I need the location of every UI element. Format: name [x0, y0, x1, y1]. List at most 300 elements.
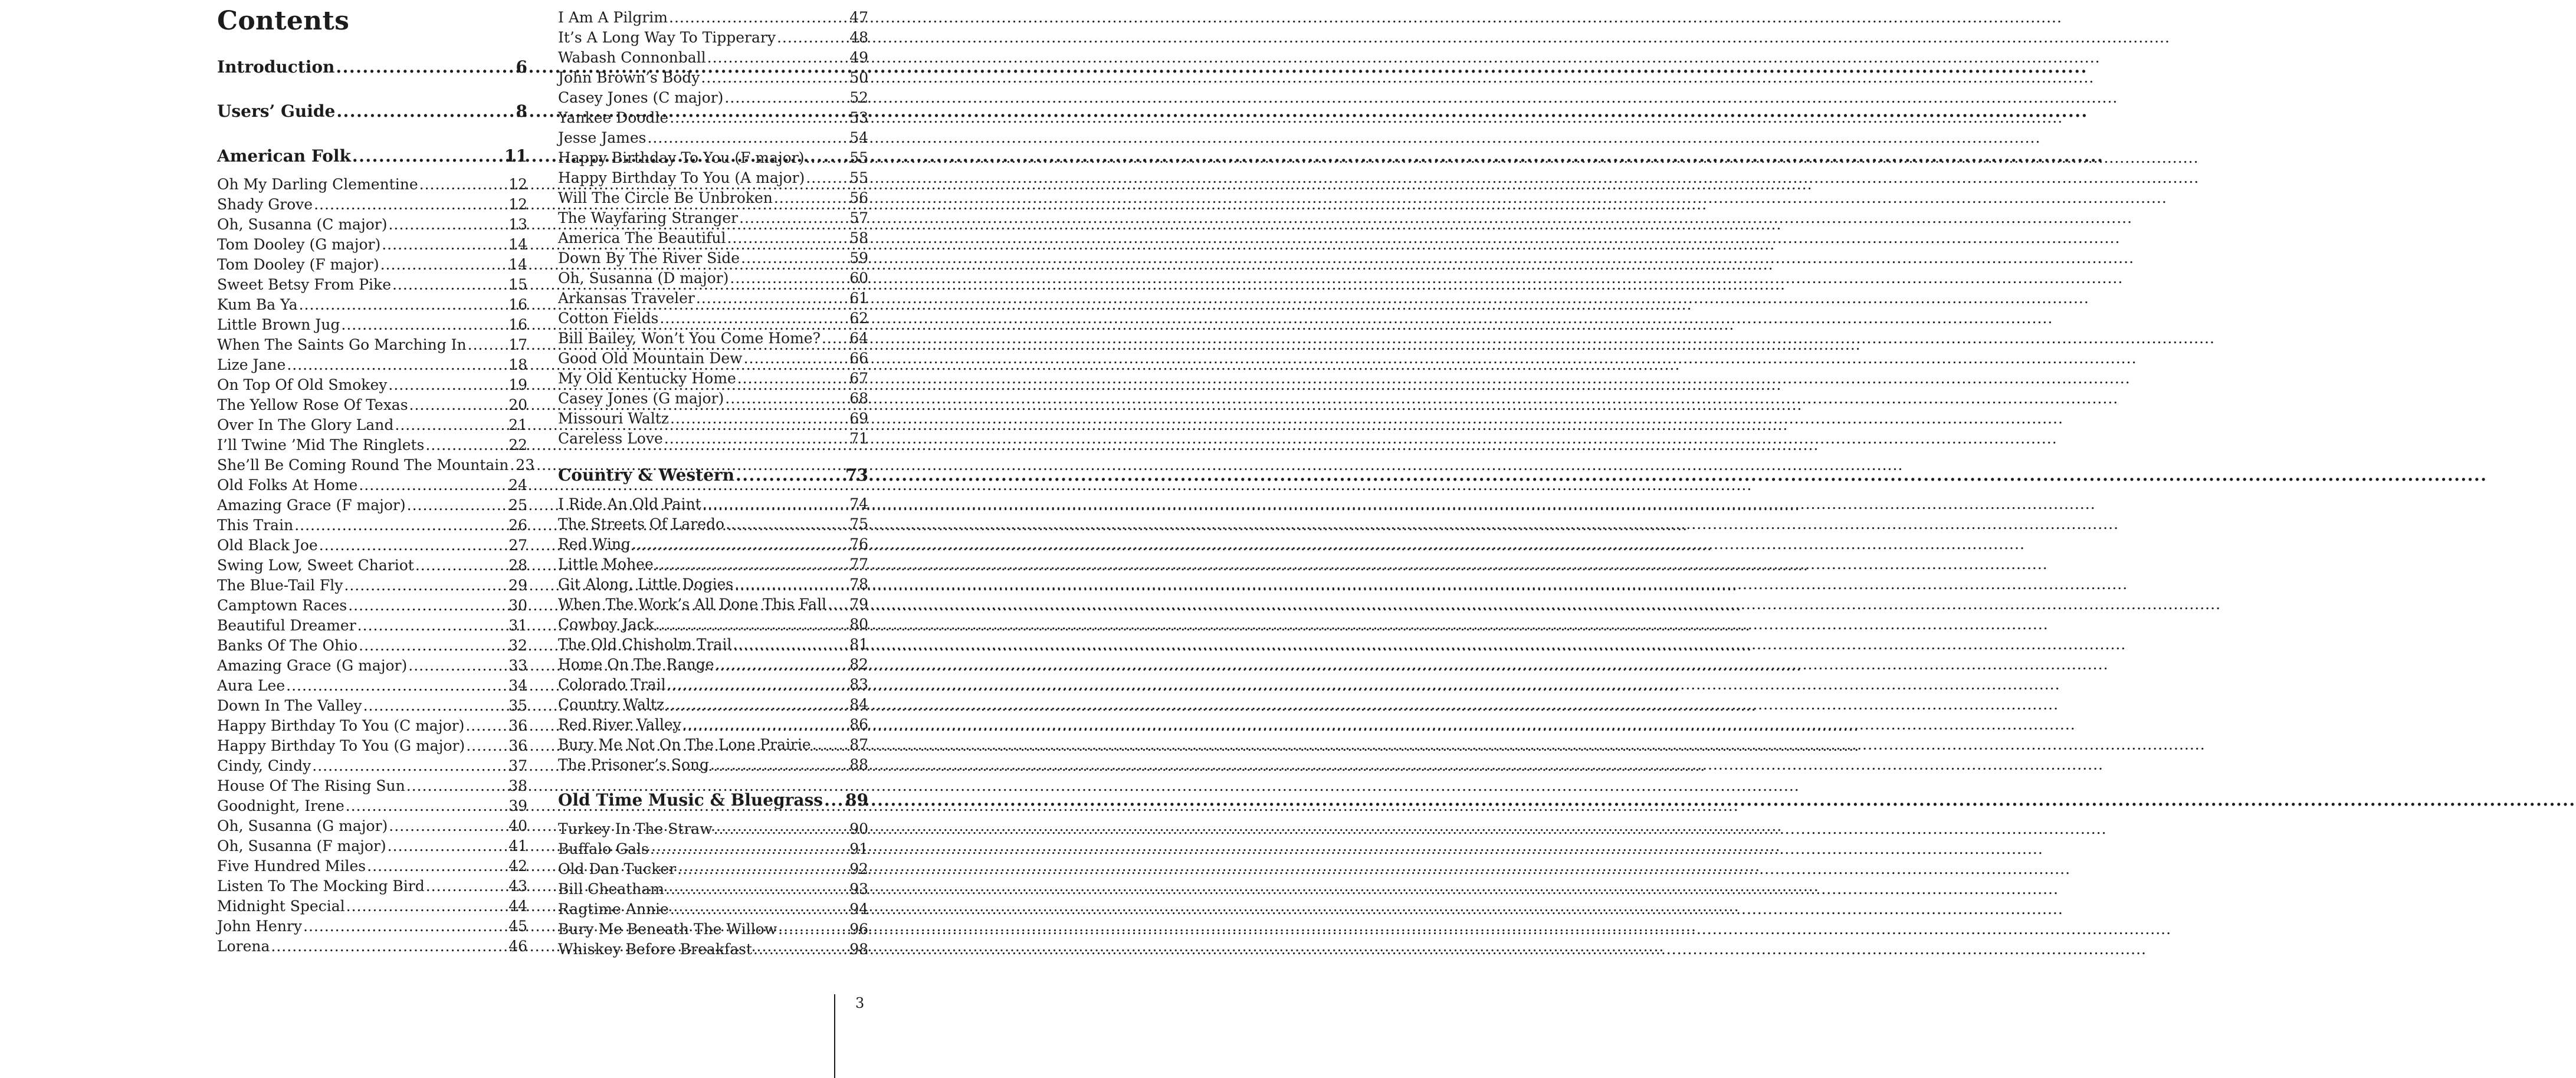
toc-entry[interactable] [217, 916, 527, 936]
entry-page-number: 90 [849, 820, 868, 837]
entry-title: The Streets Of Laredo [558, 515, 725, 533]
entry-title: Sweet Betsy From Pike [217, 276, 391, 293]
toc-entry[interactable] [558, 188, 868, 208]
entry-title: Little Brown Jug [217, 316, 340, 333]
dot-leader [707, 48, 849, 68]
entry-title: Ragtime Annie [558, 900, 669, 918]
toc-entry[interactable] [558, 655, 868, 675]
toc-entry[interactable] [217, 836, 527, 856]
dot-leader [734, 574, 848, 594]
entry-page-number: 31 [508, 617, 527, 634]
entry-page-number: 55 [849, 149, 868, 166]
toc-entry[interactable] [558, 859, 868, 879]
dot-leader [344, 576, 507, 596]
toc-section-users-guide[interactable] [217, 100, 527, 123]
toc-entry[interactable] [558, 514, 868, 534]
entry-page-number: 64 [849, 330, 868, 347]
toc-entry[interactable] [217, 656, 527, 676]
dot-leader [348, 596, 507, 616]
entry-page-number: 39 [508, 797, 527, 814]
dot-leader [336, 55, 514, 79]
entry-page-number: 88 [849, 756, 868, 773]
entry-title: Country Waltz [558, 696, 665, 713]
toc-entry[interactable] [217, 355, 527, 375]
toc-entry[interactable] [217, 515, 527, 535]
entry-page-number: 68 [849, 390, 868, 407]
entry-title: Missouri Waltz [558, 410, 669, 427]
toc-entry[interactable] [217, 596, 527, 616]
toc-entry[interactable] [558, 594, 868, 614]
entry-title: Lorena [217, 938, 270, 955]
entry-title: Yankee Doodle [558, 109, 669, 126]
entry-page-number: 20 [508, 396, 527, 413]
dot-leader [319, 535, 508, 556]
toc-entry[interactable] [217, 556, 527, 576]
entry-title: It’s A Long Way To Tipperary [558, 29, 776, 46]
entry-title: Git Along, Little Dogies [558, 576, 734, 593]
entry-title: I Ride An Old Paint [558, 495, 701, 512]
toc-entry[interactable] [217, 215, 527, 235]
entry-page-number: 36 [508, 737, 527, 754]
dot-leader [367, 856, 507, 876]
entry-page-number: 38 [508, 777, 527, 794]
toc-entry[interactable] [558, 328, 868, 349]
entry-page-number: 48 [849, 29, 868, 46]
toc-entry[interactable] [217, 716, 527, 736]
section-title: Country & Western [558, 465, 735, 485]
dot-leader [303, 916, 507, 936]
toc-entry[interactable] [217, 475, 527, 495]
dot-leader [727, 228, 848, 248]
entry-page-number: 75 [849, 515, 868, 533]
toc-entry[interactable] [217, 676, 527, 696]
entry-page-number: 42 [508, 857, 527, 875]
dot-leader [346, 796, 507, 816]
dot-leader [389, 816, 507, 836]
dot-leader [655, 554, 848, 574]
toc-entry[interactable] [558, 494, 868, 514]
toc-section-american-folk[interactable] [217, 144, 527, 168]
entry-page-number: 67 [849, 370, 868, 387]
dot-leader [677, 859, 848, 879]
entry-title: Home On The Range [558, 656, 714, 673]
entry-page-number: 12 [508, 196, 527, 213]
dot-leader [741, 248, 848, 268]
toc-entry[interactable] [558, 168, 868, 188]
toc-entry[interactable] [217, 876, 527, 896]
entry-title: Old Dan Tucker [558, 860, 677, 877]
entry-title: The Blue-Tail Fly [217, 577, 343, 594]
dot-leader [510, 455, 514, 475]
dot-leader [774, 188, 848, 208]
entry-page-number: 49 [849, 49, 868, 66]
toc-entry[interactable] [558, 88, 868, 108]
entry-page-number: 60 [849, 270, 868, 287]
dot-leader [739, 208, 848, 228]
toc-entry[interactable] [217, 335, 527, 355]
entry-title: John Henry [217, 918, 302, 935]
entry-title: Cowboy Jack [558, 616, 654, 633]
toc-entry[interactable] [217, 275, 527, 295]
entry-page-number: 23 [516, 456, 535, 474]
toc-entry[interactable] [217, 175, 527, 195]
toc-entry[interactable] [558, 695, 868, 715]
toc-entry[interactable] [558, 409, 868, 429]
section-page-number: 11 [504, 146, 527, 166]
entry-page-number: 25 [508, 497, 527, 514]
toc-entry[interactable] [217, 415, 527, 435]
toc-entry[interactable] [558, 755, 868, 775]
entry-title: When The Work’s All Done This Fall [558, 596, 827, 613]
entry-page-number: 52 [849, 89, 868, 106]
section-title: Users’ Guide [217, 101, 336, 121]
entry-title: Oh, Susanna (D major) [558, 270, 729, 287]
entry-page-number: 83 [849, 676, 868, 693]
dot-leader [419, 175, 508, 195]
dot-leader [466, 736, 507, 756]
toc-entry[interactable] [217, 375, 527, 395]
entry-page-number: 14 [508, 236, 527, 253]
entry-title: Buffalo Gals [558, 840, 649, 857]
entry-page-number: 79 [849, 596, 868, 613]
dot-leader [665, 695, 848, 715]
entry-page-number: 21 [508, 416, 527, 433]
toc-entry[interactable] [217, 435, 527, 455]
toc-entry[interactable] [558, 899, 868, 919]
dot-leader [425, 435, 507, 455]
entry-title: I’ll Twine ’Mid The Ringlets [217, 436, 425, 453]
entry-page-number: 45 [508, 918, 527, 935]
toc-entry[interactable] [217, 576, 527, 596]
dot-leader [408, 656, 507, 676]
toc-entry[interactable] [558, 939, 868, 959]
toc-entry[interactable] [217, 756, 527, 776]
entry-page-number: 92 [849, 860, 868, 877]
entry-page-number: 57 [849, 209, 868, 226]
toc-entry[interactable] [558, 28, 868, 48]
entry-page-number: 76 [849, 535, 868, 553]
entry-title: Lize Jane [217, 356, 286, 373]
toc-entry[interactable] [558, 839, 868, 859]
dot-leader [730, 268, 848, 288]
toc-entry[interactable] [558, 635, 868, 655]
toc-entry[interactable] [558, 208, 868, 228]
dot-leader [363, 696, 508, 716]
entry-page-number: 50 [849, 69, 868, 86]
entry-page-number: 34 [508, 677, 527, 694]
entry-title: Cindy, Cindy [217, 757, 311, 774]
toc-section-country-western[interactable] [558, 464, 868, 487]
dot-leader [777, 28, 848, 48]
toc-entry[interactable] [217, 736, 527, 756]
dot-leader [824, 788, 844, 812]
dot-leader [696, 288, 848, 308]
entry-page-number: 18 [508, 356, 527, 373]
dot-leader [744, 349, 849, 369]
dot-leader [822, 328, 848, 349]
entry-page-number: 24 [508, 476, 527, 494]
dot-leader [737, 369, 848, 389]
toc-entry[interactable] [558, 574, 868, 594]
entry-title: The Old Chisholm Trail [558, 636, 732, 653]
toc-section-old-time-music-bluegrass[interactable] [558, 788, 868, 812]
entry-title: I Am A Pilgrim [558, 9, 668, 26]
entry-page-number: 71 [849, 430, 868, 447]
dot-leader [359, 636, 507, 656]
dot-leader [703, 494, 849, 514]
toc-entry[interactable] [558, 534, 868, 554]
entry-title: Cotton Fields [558, 310, 659, 327]
entry-title: Jesse James [558, 129, 647, 146]
entry-title: Colorado Trail [558, 676, 666, 693]
entry-title: Kum Ba Ya [217, 296, 298, 313]
entry-title: The Wayfaring Stranger [558, 209, 739, 226]
dot-leader [710, 755, 848, 775]
entry-title: Good Old Mountain Dew [558, 350, 743, 367]
entry-title: Amazing Grace (F major) [217, 497, 406, 514]
dot-leader [714, 819, 849, 839]
entry-title: America The Beautiful [558, 229, 726, 247]
entry-title: Bury Me Beneath The Willow [558, 921, 777, 938]
dot-leader [341, 315, 507, 335]
toc-entry[interactable] [558, 675, 868, 695]
dot-leader [806, 148, 849, 168]
dot-leader [406, 776, 507, 796]
toc-entry[interactable] [217, 315, 527, 335]
dot-leader [665, 879, 848, 899]
toc-entry[interactable] [558, 228, 868, 248]
dot-leader [359, 475, 507, 495]
entry-title: Happy Birthday To You (G major) [217, 737, 465, 754]
entry-title: The Yellow Rose Of Texas [217, 396, 408, 413]
dot-leader [726, 514, 848, 534]
toc-entry[interactable] [558, 715, 868, 735]
dot-leader [667, 675, 849, 695]
entry-page-number: 59 [849, 249, 868, 267]
toc-section-introduction[interactable] [217, 55, 527, 79]
dot-leader [655, 614, 848, 635]
dot-leader [271, 936, 507, 957]
dot-leader [701, 68, 848, 88]
entry-page-number: 17 [508, 336, 527, 353]
dot-leader [312, 756, 507, 776]
entry-page-number: 91 [849, 840, 868, 857]
entry-page-number: 29 [508, 577, 527, 594]
entry-page-number: 54 [849, 129, 868, 146]
dot-leader [392, 275, 507, 295]
entry-title: Midnight Special [217, 898, 345, 915]
dot-leader [346, 896, 508, 916]
toc-entry[interactable] [558, 554, 868, 574]
entry-page-number: 96 [849, 921, 868, 938]
entry-title: On Top Of Old Smokey [217, 376, 388, 393]
dot-leader [632, 534, 848, 554]
toc-entry[interactable] [217, 856, 527, 876]
dot-leader [468, 335, 508, 355]
entry-page-number: 87 [849, 736, 868, 753]
dot-leader [388, 375, 507, 395]
toc-entry[interactable] [217, 696, 527, 716]
toc-entry[interactable] [558, 879, 868, 899]
entry-page-number: 77 [849, 556, 868, 573]
toc-entry[interactable] [558, 349, 868, 369]
entry-title: Down By The River Side [558, 249, 740, 267]
dot-leader [287, 355, 507, 375]
toc-entry[interactable] [558, 48, 868, 68]
entry-page-number: 28 [508, 557, 527, 574]
toc-entry[interactable] [217, 936, 527, 957]
entry-title: Casey Jones (G major) [558, 390, 724, 407]
entry-page-number: 47 [849, 9, 868, 26]
toc-entry[interactable] [558, 308, 868, 328]
toc-entry[interactable] [558, 248, 868, 268]
entry-title: Happy Birthday To You (A major) [558, 169, 805, 186]
entry-title: Tom Dooley (G major) [217, 236, 381, 253]
entry-page-number: 58 [849, 229, 868, 247]
dot-leader [352, 144, 503, 168]
dot-leader [670, 409, 848, 429]
dot-leader [669, 8, 848, 28]
entry-page-number: 94 [849, 900, 868, 918]
entry-page-number: 13 [508, 216, 527, 233]
entry-page-number: 36 [508, 717, 527, 734]
dot-leader [733, 635, 848, 655]
entry-title: This Train [217, 517, 294, 534]
entry-title: Happy Birthday To You (F major) [558, 149, 805, 166]
entry-title: Amazing Grace (G major) [217, 657, 408, 674]
entry-title: Bury Me Not On The Lone Prairie [558, 736, 811, 753]
toc-entry[interactable] [558, 429, 868, 449]
entry-page-number: 33 [508, 657, 527, 674]
entry-title: Bill Bailey, Won’t You Come Home? [558, 330, 821, 347]
dot-leader [670, 108, 848, 128]
dot-leader [299, 295, 508, 315]
dot-leader [465, 716, 507, 736]
entry-title: Oh, Susanna (G major) [217, 817, 388, 834]
toc-entry[interactable] [558, 68, 868, 88]
entry-page-number: 37 [508, 757, 527, 774]
toc-entry[interactable] [558, 128, 868, 148]
entry-page-number: 98 [849, 941, 868, 958]
entry-page-number: 27 [508, 537, 527, 554]
entry-page-number: 81 [849, 636, 868, 653]
toc-entry[interactable] [217, 195, 527, 215]
entry-title: House Of The Rising Sun [217, 777, 405, 794]
dot-leader [294, 515, 507, 535]
toc-entry[interactable] [558, 268, 868, 288]
entry-page-number: 19 [508, 376, 527, 393]
entry-page-number: 40 [508, 817, 527, 834]
entry-title: When The Saints Go Marching In [217, 336, 467, 353]
toc-entry[interactable] [558, 389, 868, 409]
toc-entry[interactable] [217, 295, 527, 315]
toc-entry[interactable] [217, 816, 527, 836]
toc-entry[interactable] [558, 8, 868, 28]
entry-page-number: 43 [508, 877, 527, 895]
entry-page-number: 62 [849, 310, 868, 327]
toc-entry[interactable] [217, 455, 535, 475]
dot-leader [415, 556, 507, 576]
entry-title: The Prisoner’s Song [558, 756, 710, 773]
toc-entry[interactable] [217, 535, 527, 556]
toc-entry[interactable] [217, 616, 527, 636]
dot-leader [314, 195, 507, 215]
entry-title: Careless Love [558, 430, 663, 447]
entry-title: Oh My Darling Clementine [217, 176, 418, 193]
entry-title: Will The Circle Be Unbroken [558, 189, 773, 206]
toc-entry[interactable] [558, 735, 868, 755]
dot-leader [647, 128, 848, 148]
entry-page-number: 86 [849, 716, 868, 733]
entry-page-number: 56 [849, 189, 868, 206]
toc-entry[interactable] [558, 919, 868, 939]
entry-page-number: 55 [849, 169, 868, 186]
page-number: 3 [855, 995, 865, 1011]
entry-page-number: 15 [508, 276, 527, 293]
toc-entry[interactable] [558, 288, 868, 308]
entry-page-number: 22 [508, 436, 527, 453]
entry-page-number: 61 [849, 290, 868, 307]
entry-title: Turkey In The Straw [558, 820, 713, 837]
toc-entry[interactable] [217, 796, 527, 816]
entry-title: Swing Low, Sweet Chariot [217, 557, 414, 574]
entry-page-number: 32 [508, 637, 527, 654]
entry-page-number: 16 [508, 296, 527, 313]
toc-entry[interactable] [558, 108, 868, 128]
dot-leader [812, 735, 848, 755]
entry-title: Banks Of The Ohio [217, 637, 358, 654]
toc-entry[interactable] [558, 614, 868, 635]
entry-page-number: 69 [849, 410, 868, 427]
dot-leader [753, 939, 848, 959]
toc-entry[interactable] [217, 495, 527, 515]
entry-title: Bill Cheatham [558, 880, 664, 898]
section-title: Introduction [217, 57, 335, 77]
dot-leader [357, 616, 508, 636]
entry-title: Red River Valley [558, 716, 681, 733]
section-page-number: 8 [516, 101, 527, 121]
toc-entry[interactable] [217, 776, 527, 796]
entry-title: Goodnight, Irene [217, 797, 344, 814]
dot-leader [426, 876, 507, 896]
section-title: Old Time Music & Bluegrass [558, 790, 823, 810]
entry-title: Shady Grove [217, 196, 313, 213]
dot-leader [407, 495, 508, 515]
toc-entry[interactable] [217, 636, 527, 656]
entry-title: Beautiful Dreamer [217, 617, 356, 634]
entry-title: Wabash Connonball [558, 49, 706, 66]
entry-page-number: 74 [849, 495, 868, 512]
entry-title: Tom Dooley (F major) [217, 256, 379, 273]
entry-page-number: 12 [508, 176, 527, 193]
entry-page-number: 93 [849, 880, 868, 898]
toc-entry[interactable] [217, 255, 527, 275]
entry-title: Arkansas Traveler [558, 290, 695, 307]
toc-entry[interactable] [217, 896, 527, 916]
entry-title: Little Mohee [558, 556, 654, 573]
toc-entry[interactable] [558, 148, 868, 168]
toc-entry[interactable] [217, 395, 527, 415]
toc-entry[interactable] [558, 819, 868, 839]
entry-title: Camptown Races [217, 597, 347, 614]
toc-entry[interactable] [558, 369, 868, 389]
toc-entry[interactable] [217, 235, 527, 255]
entry-title: Oh, Susanna (F major) [217, 837, 386, 854]
entry-title: Old Folks At Home [217, 476, 358, 494]
entry-page-number: 66 [849, 350, 868, 367]
entry-title: John Brown’s Body [558, 69, 700, 86]
dot-leader [380, 255, 508, 275]
